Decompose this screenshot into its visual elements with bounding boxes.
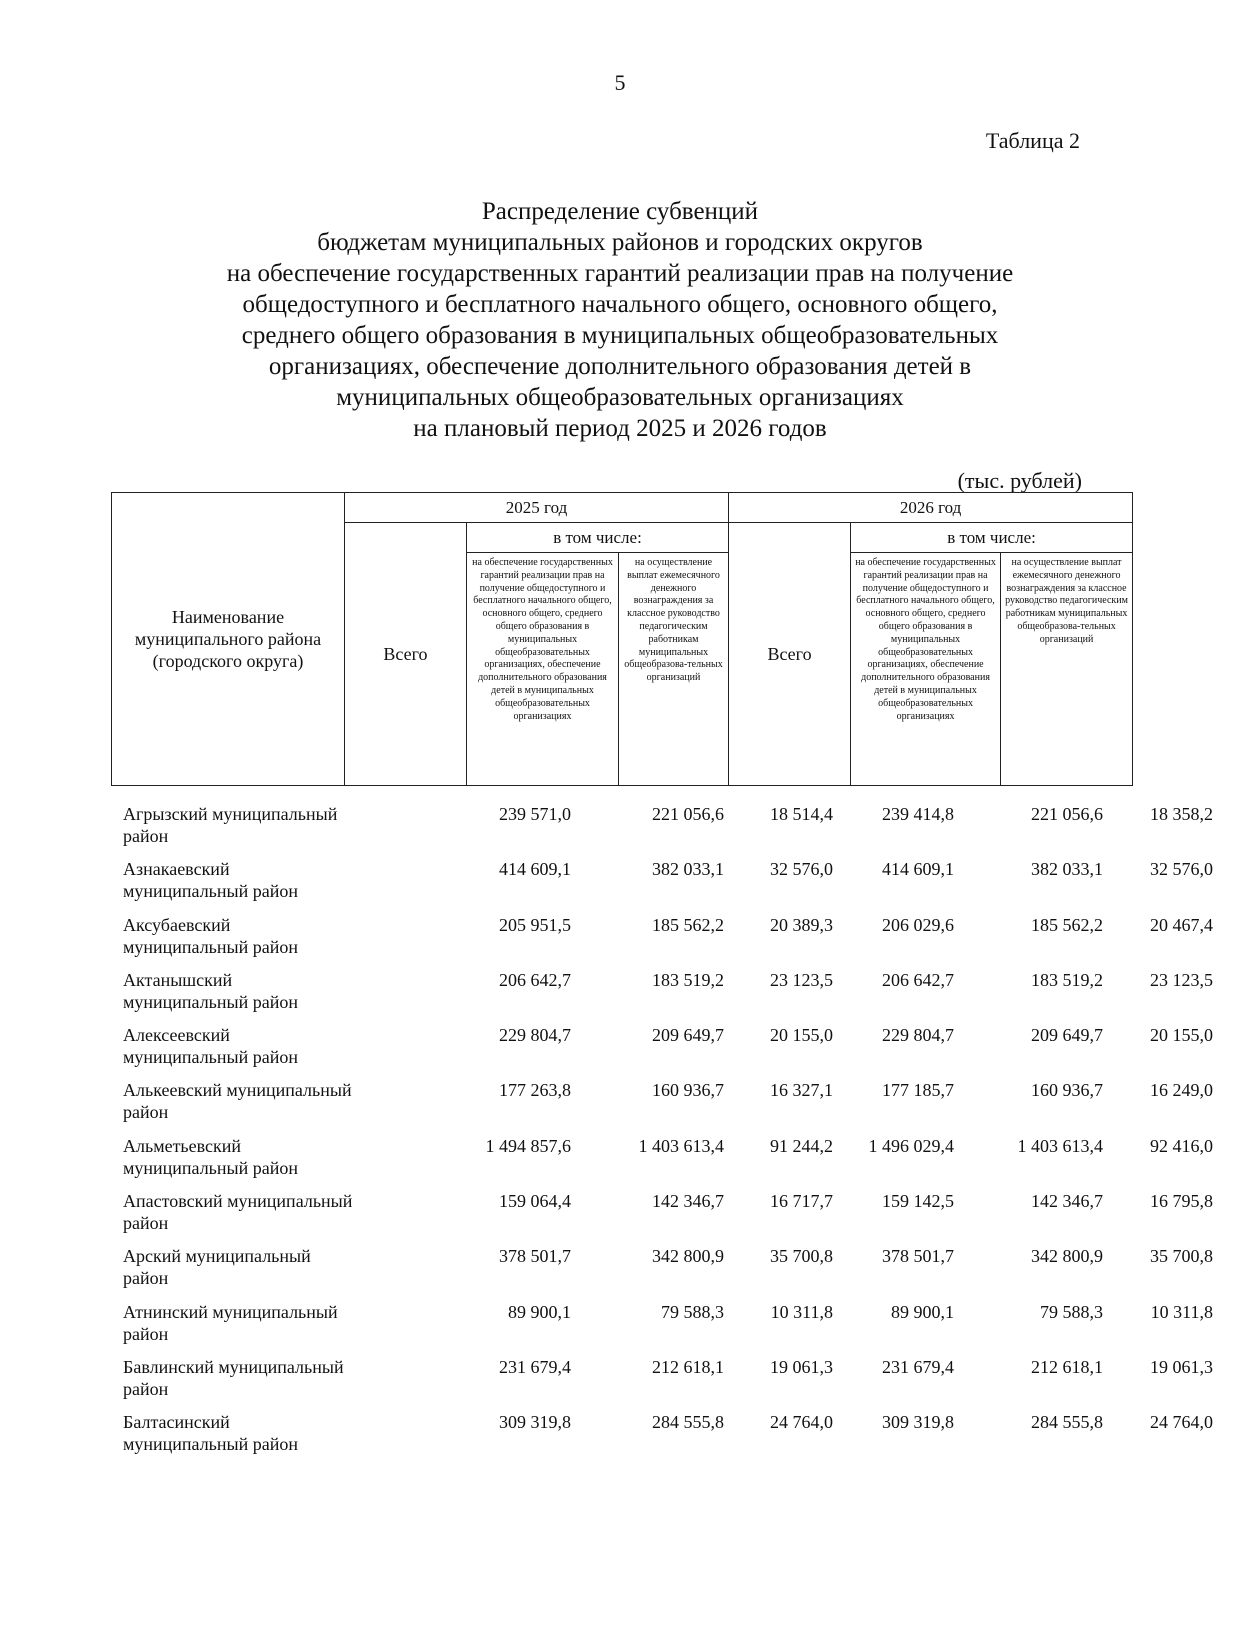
- header-including-2026: в том числе:: [851, 523, 1133, 553]
- row-name: Атнинский муниципальный район: [123, 1301, 338, 1344]
- row-value: 1 494 857,6: [485, 1135, 571, 1156]
- row-value: 212 618,1: [1031, 1356, 1103, 1377]
- row-value: 91 244,2: [770, 1135, 833, 1156]
- row-value: 284 555,8: [652, 1412, 724, 1433]
- header-total-2026: Всего: [729, 523, 851, 786]
- row-name: Альметьевский муниципальный район: [123, 1135, 299, 1178]
- row-value: 160 936,7: [1031, 1080, 1103, 1101]
- document-title: [0, 196, 1240, 444]
- row-value: 183 519,2: [1031, 969, 1103, 990]
- row-value: 142 346,7: [652, 1191, 724, 1212]
- row-value: 79 588,3: [1040, 1301, 1103, 1322]
- row-value: 142 346,7: [1031, 1191, 1103, 1212]
- title-line: на плановый период 2025 и 2026 годов: [413, 415, 827, 442]
- row-value: 92 416,0: [1150, 1135, 1213, 1156]
- row-value: 23 123,5: [770, 969, 833, 990]
- row-value: 231 679,4: [499, 1356, 571, 1377]
- row-value: 19 061,3: [770, 1356, 833, 1377]
- header-year-2025: 2025 год: [345, 493, 729, 523]
- row-value: 20 467,4: [1150, 914, 1213, 935]
- row-value: 35 700,8: [770, 1246, 833, 1267]
- row-value: 185 562,2: [1031, 914, 1103, 935]
- table-row: [111, 1079, 1213, 1134]
- table-row: [111, 914, 1213, 969]
- row-value: 209 649,7: [652, 1025, 724, 1046]
- table-header: [111, 492, 1133, 786]
- row-value: 35 700,8: [1150, 1246, 1213, 1267]
- row-value: 32 576,0: [1150, 859, 1213, 880]
- table-row: [111, 1024, 1213, 1079]
- row-value: 160 936,7: [652, 1080, 724, 1101]
- row-value: 378 501,7: [499, 1246, 571, 1267]
- title-line: общедоступного и бесплатного начального общего, основного общего,: [242, 291, 998, 318]
- table-row: [111, 1356, 1213, 1411]
- table-row: [111, 858, 1213, 913]
- table-label: Таблица 2: [985, 128, 1080, 153]
- table-row: [111, 803, 1213, 858]
- row-name: Балтасинский муниципальный район: [123, 1412, 299, 1455]
- units-label: (тыс. рублей): [957, 468, 1082, 493]
- row-value: 229 804,7: [882, 1025, 954, 1046]
- row-value: 1 496 029,4: [868, 1135, 954, 1156]
- row-value: 16 249,0: [1150, 1080, 1213, 1101]
- row-value: 89 900,1: [508, 1301, 571, 1322]
- row-value: 309 319,8: [882, 1412, 954, 1433]
- row-value: 229 804,7: [499, 1025, 571, 1046]
- row-value: 23 123,5: [1150, 969, 1213, 990]
- row-value: 205 951,5: [499, 914, 571, 935]
- row-value: 239 414,8: [882, 804, 954, 824]
- row-value: 206 642,7: [882, 969, 954, 990]
- row-value: 159 064,4: [499, 1191, 571, 1212]
- row-value: 19 061,3: [1150, 1356, 1213, 1377]
- row-value: 185 562,2: [652, 914, 724, 935]
- row-value: 382 033,1: [652, 859, 724, 880]
- row-value: 10 311,8: [770, 1301, 833, 1322]
- table-row: [111, 1245, 1213, 1300]
- row-value: 183 519,2: [652, 969, 724, 990]
- row-value: 209 649,7: [1031, 1025, 1103, 1046]
- row-value: 16 795,8: [1150, 1191, 1213, 1212]
- page-number: 5: [614, 70, 626, 95]
- title-line: Распределение субвенций: [481, 198, 759, 225]
- row-name: Арский муниципальный район: [123, 1246, 311, 1289]
- row-name: Актанышский муниципальный район: [123, 969, 299, 1012]
- header-total-2025: Всего: [345, 523, 467, 786]
- row-value: 309 319,8: [499, 1412, 571, 1433]
- row-value: 221 056,6: [652, 804, 724, 824]
- row-value: 1 403 613,4: [1017, 1135, 1103, 1156]
- table-row: [111, 1411, 1213, 1466]
- title-line: бюджетам муниципальных районов и городских округов: [317, 229, 923, 256]
- table-body: [111, 803, 1213, 1467]
- title-line: среднего общего образования в муниципальных общеобразовательных: [241, 322, 999, 349]
- row-value: 206 029,6: [882, 914, 954, 935]
- row-value: 18 358,2: [1150, 804, 1213, 824]
- header-guarantees-2026: на обеспечение государственных гарантий реализации прав на получение общедоступного и бесплатного начального общего, основного общего, среднего общего образования в муниципальных общеобразовательных организациях, обеспечение дополнительного образования детей в муниципальных общеобразовательных организациях: [851, 553, 1001, 786]
- row-value: 284 555,8: [1031, 1412, 1103, 1433]
- header-payments-2026: на осуществление выплат ежемесячного денежного вознаграждения за классное руководство педагогическим работникам муниципальных общеобразова-тельных организаций: [1001, 553, 1133, 786]
- header-name-column: Наименование муниципального района (городского округа): [112, 493, 345, 786]
- row-name: Алексеевский муниципальный район: [123, 1025, 299, 1068]
- row-value: 20 155,0: [1150, 1025, 1213, 1046]
- row-name: Аксубаевский муниципальный район: [123, 914, 299, 957]
- title-line: муниципальных общеобразовательных организациях: [336, 384, 904, 411]
- row-value: 79 588,3: [661, 1301, 724, 1322]
- row-value: 342 800,9: [1031, 1246, 1103, 1267]
- table-row: [111, 1190, 1213, 1245]
- row-name: Алькеевский муниципальный район: [123, 1080, 352, 1123]
- row-value: 212 618,1: [652, 1356, 724, 1377]
- row-value: 177 263,8: [499, 1080, 571, 1101]
- row-value: 32 576,0: [770, 859, 833, 880]
- row-value: 221 056,6: [1031, 804, 1103, 824]
- row-name: Агрызский муниципальный район: [123, 804, 338, 846]
- header-payments-2025: на осуществление выплат ежемесячного денежного вознаграждения за классное руководство педагогическим работникам муниципальных общеобразова-тельных организаций: [619, 553, 729, 786]
- row-value: 177 185,7: [882, 1080, 954, 1101]
- row-value: 378 501,7: [882, 1246, 954, 1267]
- row-value: 231 679,4: [882, 1356, 954, 1377]
- row-name: Бавлинский муниципальный район: [123, 1356, 344, 1399]
- row-value: 1 403 613,4: [638, 1135, 724, 1156]
- row-value: 20 389,3: [770, 914, 833, 935]
- row-value: 89 900,1: [891, 1301, 954, 1322]
- row-value: 18 514,4: [770, 804, 833, 824]
- row-name: Апастовский муниципальный район: [123, 1191, 353, 1234]
- title-line: на обеспечение государственных гарантий реализации прав на получение: [226, 260, 1014, 287]
- row-value: 24 764,0: [770, 1412, 833, 1433]
- row-name: Азнакаевский муниципальный район: [123, 859, 299, 902]
- row-value: 24 764,0: [1150, 1412, 1213, 1433]
- row-value: 239 571,0: [499, 804, 571, 824]
- row-value: 16 717,7: [770, 1191, 833, 1212]
- table-row: [111, 1301, 1213, 1356]
- header-guarantees-2025: на обеспечение государственных гарантий реализации прав на получение общедоступного и бесплатного начального общего, основного общего, среднего общего образования в муниципальных общеобразовательных организациях, обеспечение дополнительного образования детей в муниципальных общеобразовательных организациях: [467, 553, 619, 786]
- table-row: [111, 969, 1213, 1024]
- row-value: 16 327,1: [770, 1080, 833, 1101]
- header-including-2025: в том числе:: [467, 523, 729, 553]
- title-line: организациях, обеспечение дополнительного образования детей в: [268, 353, 972, 380]
- row-value: 10 311,8: [1150, 1301, 1213, 1322]
- row-value: 20 155,0: [770, 1025, 833, 1046]
- row-value: 206 642,7: [499, 969, 571, 990]
- row-value: 382 033,1: [1031, 859, 1103, 880]
- row-value: 414 609,1: [882, 859, 954, 880]
- row-value: 414 609,1: [499, 859, 571, 880]
- row-value: 342 800,9: [652, 1246, 724, 1267]
- table-row: [111, 1135, 1213, 1190]
- row-value: 159 142,5: [882, 1191, 954, 1212]
- header-year-2026: 2026 год: [729, 493, 1133, 523]
